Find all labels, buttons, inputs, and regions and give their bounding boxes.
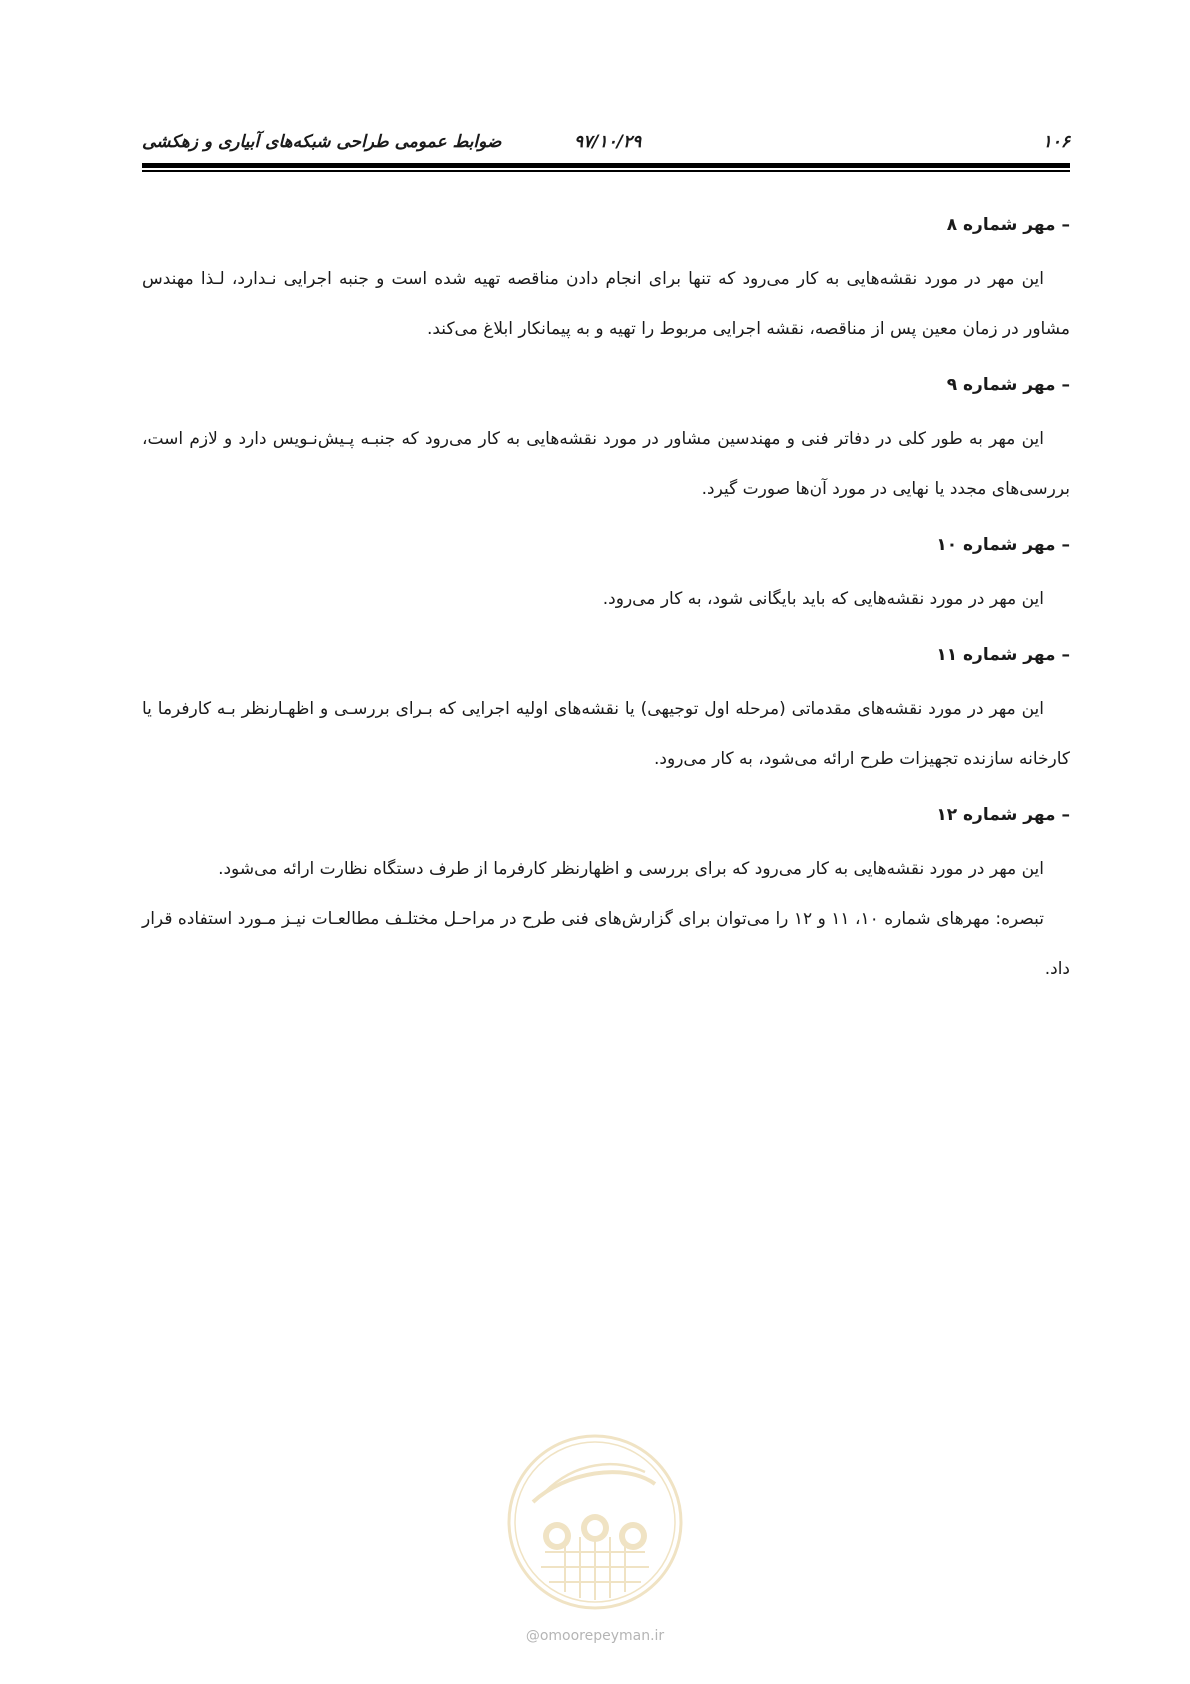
document-body (142, 212, 1070, 1012)
header-date: ۹۷/۱۰/۲۹ (574, 132, 642, 152)
note-paragraph: تبصره: مهرهای شماره ۱۰، ۱۱ و ۱۲ را می‌توان برای گزارش‌های فنی طرح در مراحـل مختلـف مطالعـات نیـز مـورد استفاده قرار داد. (142, 909, 1070, 979)
section-heading: – مهر شماره ۱۰ (936, 535, 1070, 555)
section-stamp-12 (142, 802, 1070, 994)
section-heading: – مهر شماره ۹ (946, 375, 1070, 395)
section-paragraph: این مهر به طور کلی در دفاتر فنی و مهندسین مشاور در مورد نقشه‌هایی به کار می‌رود که جنبـه پـیش‌نـویس دارد و لازم است، بررسی‌های مجدد یا نهایی در مورد آن‌ها صورت گیرد. (142, 429, 1070, 499)
section-paragraph: این مهر در مورد نقشه‌هایی که باید بایگانی شود، به کار می‌رود. (602, 589, 1044, 609)
section-stamp-10 (142, 532, 1070, 624)
page-number: ۱۰۶ (1042, 132, 1070, 152)
section-stamp-9 (142, 372, 1070, 514)
page-header (142, 130, 1070, 158)
section-paragraph: این مهر در مورد نقشه‌هایی به کار می‌رود که برای بررسی و اظهارنظر کارفرما از طرف دستگاه نظارت ارائه می‌شود. (218, 859, 1044, 879)
section-paragraph: این مهر در مورد نقشه‌های مقدماتی (مرحله اول توجیهی) یا نقشه‌های اولیه اجرایی که بـرای بررسـی و اظهـارنظر بـه کارفرما یا کارخانه سازنده تجهیزات طرح ارائه می‌شود، به کار می‌رود. (142, 699, 1070, 769)
watermark-url: @omoorepeyman.ir (525, 1628, 665, 1644)
header-rule-thin (142, 170, 1070, 172)
section-stamp-11 (142, 642, 1070, 784)
section-stamp-8 (142, 212, 1070, 354)
watermark-logo-icon (505, 1432, 685, 1612)
section-paragraph: این مهر در مورد نقشه‌هایی به کار می‌رود که تنها برای انجام دادن مناقصه تهیه شده است و جنبه اجرایی نـدارد، لـذا مهندس مشاور در زمان معین پس از مناقصه، نقشه اجرایی مربوط را تهیه و به پیمانکار ابلاغ می‌کند. (142, 269, 1070, 339)
book-title: ضوابط عمومی طراحی شبکه‌های آبیاری و زهکشی (142, 132, 502, 152)
header-rule-thick (142, 163, 1070, 168)
section-heading: – مهر شماره ۸ (946, 215, 1070, 235)
section-heading: – مهر شماره ۱۲ (936, 805, 1070, 825)
section-heading: – مهر شماره ۱۱ (936, 645, 1070, 665)
